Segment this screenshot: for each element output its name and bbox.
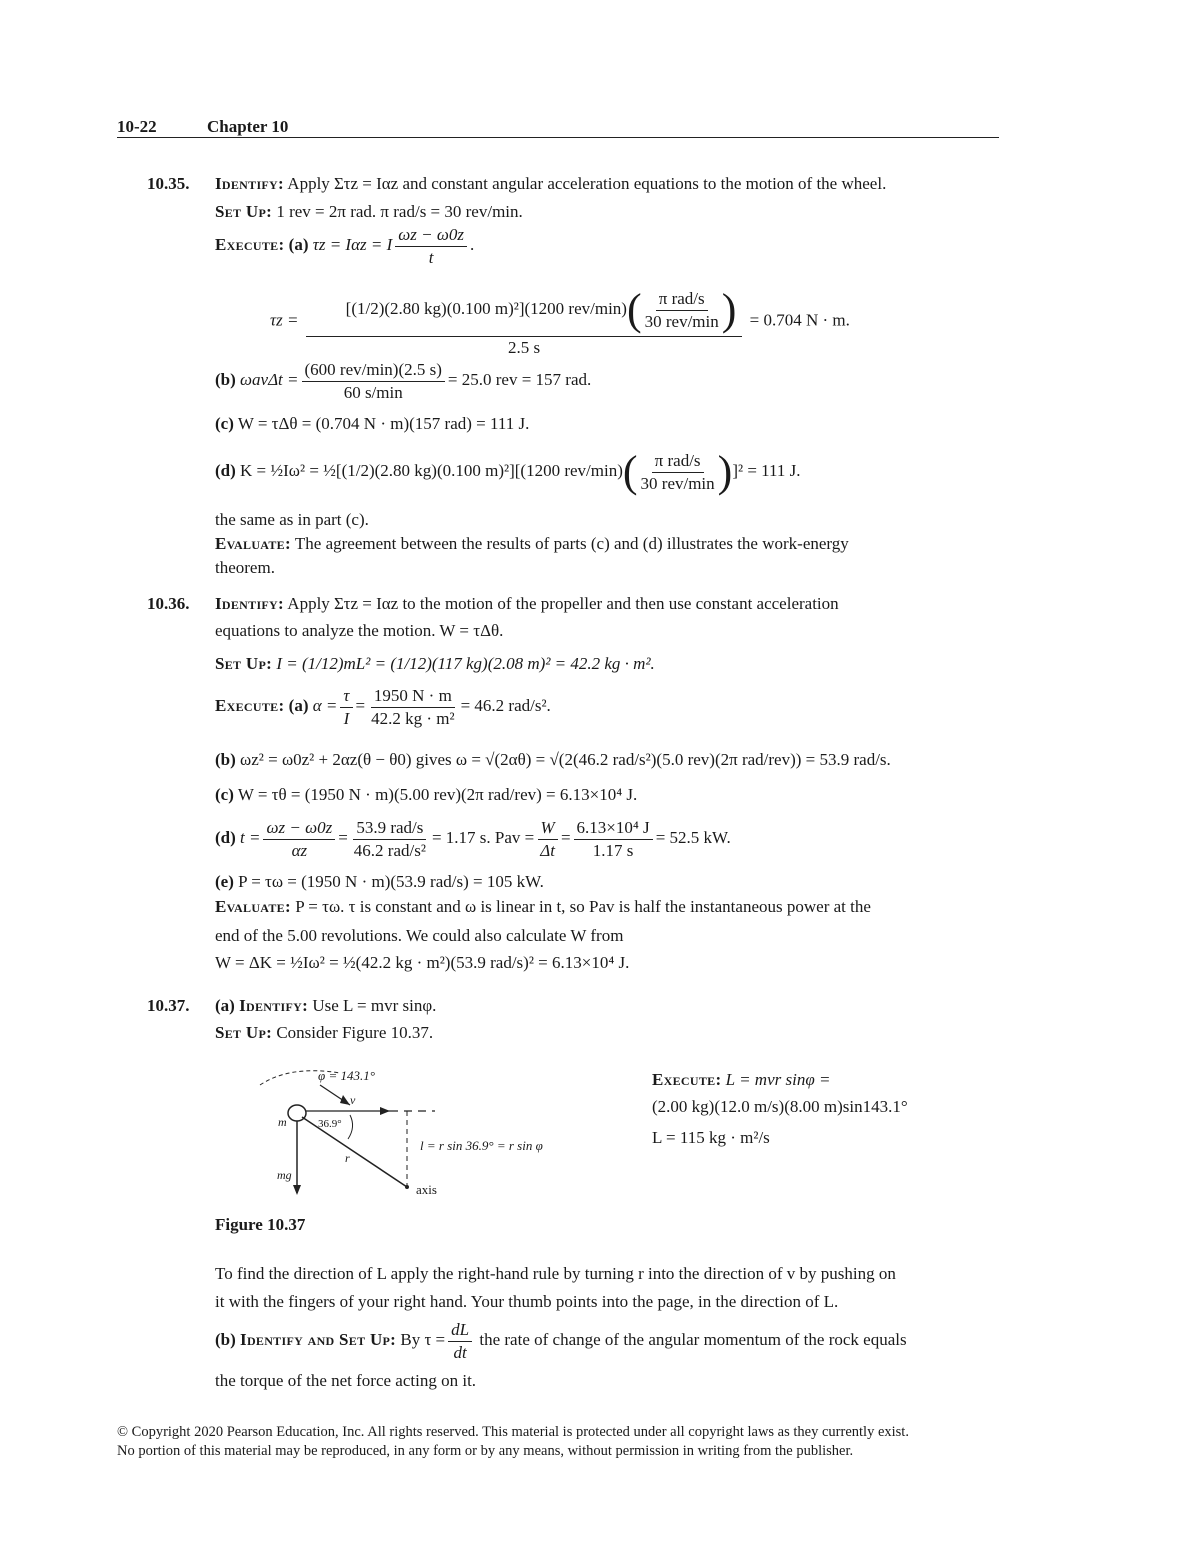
- p36-evaluate: [215, 897, 871, 917]
- p37-direction: To find the direction of L apply the right-hand rule by turning r into the direction of v by pushing on: [215, 1264, 896, 1283]
- part-a-label: (a): [288, 695, 309, 715]
- t-lhs: t =: [240, 827, 261, 847]
- l-label: l = r sin 36.9° = r sin φ: [420, 1138, 543, 1153]
- identify-text: Apply Στz = Iαz and constant angular acceleration equations to the motion of the wheel.: [287, 174, 887, 193]
- m-label: m: [278, 1115, 287, 1129]
- problem-number-35: 10.35.: [147, 174, 190, 193]
- chapter-title: Chapter 10: [207, 117, 289, 136]
- r-label: r: [345, 1151, 350, 1165]
- identify-text: Apply Στz = Iαz to the motion of the propeller and then use constant acceleration: [287, 594, 839, 613]
- copyright-line-1: © Copyright 2020 Pearson Education, Inc. All rights reserved. This material is protected under all copyright laws as they currently exist.: [117, 1424, 909, 1440]
- p37-part-b-2: the torque of the net force acting on it.: [215, 1371, 477, 1390]
- setup-text: I = (1/12)mL² = (1/12)(117 kg)(2.08 m)² = 42.2 kg · m².: [276, 654, 655, 673]
- axis-label: axis: [416, 1182, 437, 1197]
- c-text: W = τθ = (1950 N · m)(5.00 rev)(2π rad/rev) = 6.13×10⁴ J.: [237, 785, 638, 804]
- p36-evaluate-2: end of the 5.00 revolutions. We could also calculate W from: [215, 926, 624, 945]
- p35-part-d: (d) K = ½Iω² = ½[(1/2)(2.80 kg)(0.100 m)²][(1200 rev/min)( $\frac{\text{π rad/s}}{\text{30 rev/min}}$ )]² = 111 J.: [215, 447, 801, 496]
- part-d-label: (d): [215, 827, 236, 847]
- p36-part-b: [215, 750, 891, 770]
- p37-setup: [215, 1023, 433, 1043]
- axis-point: [405, 1185, 409, 1189]
- fraction-2: $\frac{1950 N \cdot m}{\text{42.2 kg · m²}}$: [371, 686, 455, 728]
- problem-number-37: 10.37.: [147, 996, 190, 1015]
- fraction: $\frac{\omega z - \omega 0z}{t}$: [395, 225, 467, 267]
- p35-evaluate: [215, 534, 849, 554]
- execute-label: Execute:: [652, 1070, 722, 1089]
- fraction-3: $\frac{W}{\Delta t}$: [537, 818, 558, 860]
- alpha-lhs: α =: [312, 695, 338, 715]
- part-a-label: (a): [288, 234, 309, 254]
- p35-same: the same as in part (c).: [215, 510, 369, 529]
- part-e-label: (e): [215, 872, 234, 891]
- velocity-arrowhead: [380, 1107, 390, 1115]
- p36-identify-2: equations to analyze the motion. W = τΔθ.: [215, 621, 504, 640]
- v-label: v: [350, 1093, 356, 1107]
- figure-caption: Figure 10.37: [215, 1215, 306, 1234]
- fraction-1: $\frac{\omega z - \omega 0z}{\alpha z}$: [263, 818, 335, 860]
- page-number: 10-22: [117, 117, 157, 136]
- d-paren-fraction: $\frac{\text{π rad/s}}{\text{30 rev/min}}$: [640, 450, 715, 493]
- p36-identify: [215, 594, 839, 614]
- part-c-label: (c): [215, 414, 234, 433]
- p35-part-b: [215, 360, 591, 402]
- p36-evaluate-3: W = ΔK = ½Iω² = ½(42.2 kg · m²)(53.9 rad/s)² = 6.13×10⁴ J.: [215, 953, 630, 972]
- d-mid: = 1.17 s. Pav =: [431, 827, 535, 847]
- b-identify-label: Identify and Set Up:: [240, 1329, 397, 1349]
- execute-text: L = mvr sinφ =: [725, 1070, 831, 1089]
- mg-label: mg: [277, 1168, 292, 1182]
- p37-execute: [652, 1070, 830, 1090]
- execute-label: Execute:: [215, 234, 285, 254]
- angle-label: 36.9°: [318, 1118, 342, 1130]
- b-fraction: $\frac{\text{(600 rev/min)(2.5 s)}}{60 s/\min}$: [302, 360, 445, 402]
- fraction-2: $\frac{\text{53.9 rad/s}}{\text{46.2 rad/s²}}$: [353, 818, 426, 860]
- phi-arrowhead: [340, 1095, 350, 1105]
- identify-text: Use L = mvr sinφ.: [312, 996, 437, 1015]
- d-lhs: K = ½Iω² = ½[(1/2)(2.80 kg)(0.100 m)²][(1200 rev/min): [240, 460, 623, 480]
- execute-label: Execute:: [215, 695, 285, 715]
- a-result: = 46.2 rad/s².: [460, 695, 551, 715]
- figure-10-37: [250, 1065, 610, 1210]
- mg-arrowhead: [293, 1185, 301, 1195]
- p36-part-e: [215, 872, 544, 892]
- part-b-label: (b): [215, 1329, 236, 1349]
- copyright-line-2: No portion of this material may be reproduced, in any form or by any means, without permission in writing from the publisher.: [117, 1443, 854, 1459]
- p35-execute-a: Execute: (a) τz = Iαz = I $\frac{\omega z - \omega 0z}{t}$ .: [215, 225, 475, 267]
- p37-execute-3: L = 115 kg · m²/s: [652, 1128, 770, 1147]
- p36-execute-a: Execute: (a) α = $\frac{\tau}{I}$ = $\frac{1950 N \cdot m}{\text{42.2 kg · m²}}$ = 46.2 rad/s².: [215, 686, 551, 728]
- p35-evaluate-2: theorem.: [215, 558, 275, 577]
- setup-text: 1 rev = 2π rad. π rad/s = 30 rev/min.: [276, 202, 523, 221]
- setup-label: Set Up:: [215, 202, 273, 221]
- setup-label: Set Up:: [215, 654, 273, 673]
- p35-identify: [215, 174, 886, 194]
- evaluate-label: Evaluate:: [215, 534, 291, 553]
- p36-setup: [215, 654, 655, 674]
- setup-text: Consider Figure 10.37.: [276, 1023, 434, 1042]
- p35-part-c: [215, 414, 529, 434]
- p36-part-c: [215, 785, 637, 805]
- p35-setup: [215, 202, 523, 222]
- phi-label: φ = 143.1°: [318, 1068, 375, 1083]
- part-c-label: (c): [215, 785, 234, 804]
- c-text: W = τΔθ = (0.704 N · m)(157 rad) = 111 J.: [237, 414, 530, 433]
- e-text: P = τω = (1950 N · m)(53.9 rad/s) = 105 kW.: [238, 872, 544, 891]
- b-result: = 25.0 rev = 157 rad.: [447, 369, 592, 389]
- d-result: = 52.5 kW.: [655, 827, 731, 847]
- p35-torque-equation: [270, 286, 850, 358]
- p37-part-b: [215, 1320, 907, 1362]
- p36-part-d: (d) t = $\frac{\omega z - \omega 0z}{\alpha z}$ = $\frac{\text{53.9 rad/s}}{\text{46.2 rad/s²}}$ = 1.17 s. Pav = $\frac{W}{\Delta t}$ = $\frac{\text{6.13×10⁴ J}}{1.17 s}$ = 52.5 kW.: [215, 818, 731, 860]
- problem-number-36: 10.36.: [147, 594, 190, 613]
- part-b-label: (b): [215, 369, 236, 389]
- tau-result: = 0.704 N · m.: [749, 310, 850, 330]
- angle-arc: [348, 1115, 353, 1139]
- fraction-1: $\frac{\tau}{I}$: [340, 686, 352, 728]
- p37-direction-2: it with the fingers of your right hand. Your thumb points into the page, in the direction of L.: [215, 1292, 839, 1311]
- b-lhs: ωavΔt =: [240, 369, 299, 389]
- b-text-2: the rate of change of the angular momentum of the rock equals: [479, 1329, 907, 1349]
- fraction-4: $\frac{\text{6.13×10⁴ J}}{1.17 s}$: [574, 818, 653, 860]
- tau-lhs: τz =: [270, 310, 299, 330]
- d-result: ]² = 111 J.: [732, 460, 801, 480]
- identify-label: Identify:: [215, 174, 284, 193]
- p37-identify: [215, 996, 436, 1016]
- part-a-label: (a): [215, 996, 235, 1015]
- tau-fraction: [(1/2)(2.80 kg)(0.100 m)²](1200 rev/min)( $\frac{\text{π rad/s}}{\text{30 rev/min}}$ ) 2.5 s: [306, 286, 743, 358]
- b-text-1: By τ =: [400, 1329, 446, 1349]
- identify-label: Identify:: [215, 594, 284, 613]
- dl-dt-fraction: $\frac{dL}{dt}$: [448, 1320, 472, 1362]
- equation: τz = Iαz = I: [312, 234, 393, 254]
- setup-label: Set Up:: [215, 1023, 273, 1042]
- header-rule: [117, 137, 999, 138]
- evaluate-text: P = τω. τ is constant and ω is linear in t, so Pav is half the instantaneous power at the: [295, 897, 871, 916]
- evaluate-label: Evaluate:: [215, 897, 291, 916]
- b-text: ωz² = ω0z² + 2αz(θ − θ0) gives ω = √(2αθ) = √(2(46.2 rad/s²)(5.0 rev)(2π rad/rev)) = 53.9 rad/s.: [240, 750, 891, 769]
- part-d-label: (d): [215, 460, 236, 480]
- evaluate-text: The agreement between the results of parts (c) and (d) illustrates the work-energy: [294, 534, 849, 553]
- identify-label: Identify:: [239, 996, 309, 1015]
- p37-execute-2: (2.00 kg)(12.0 m/s)(8.00 m)sin143.1°: [652, 1097, 908, 1116]
- part-b-label: (b): [215, 750, 236, 769]
